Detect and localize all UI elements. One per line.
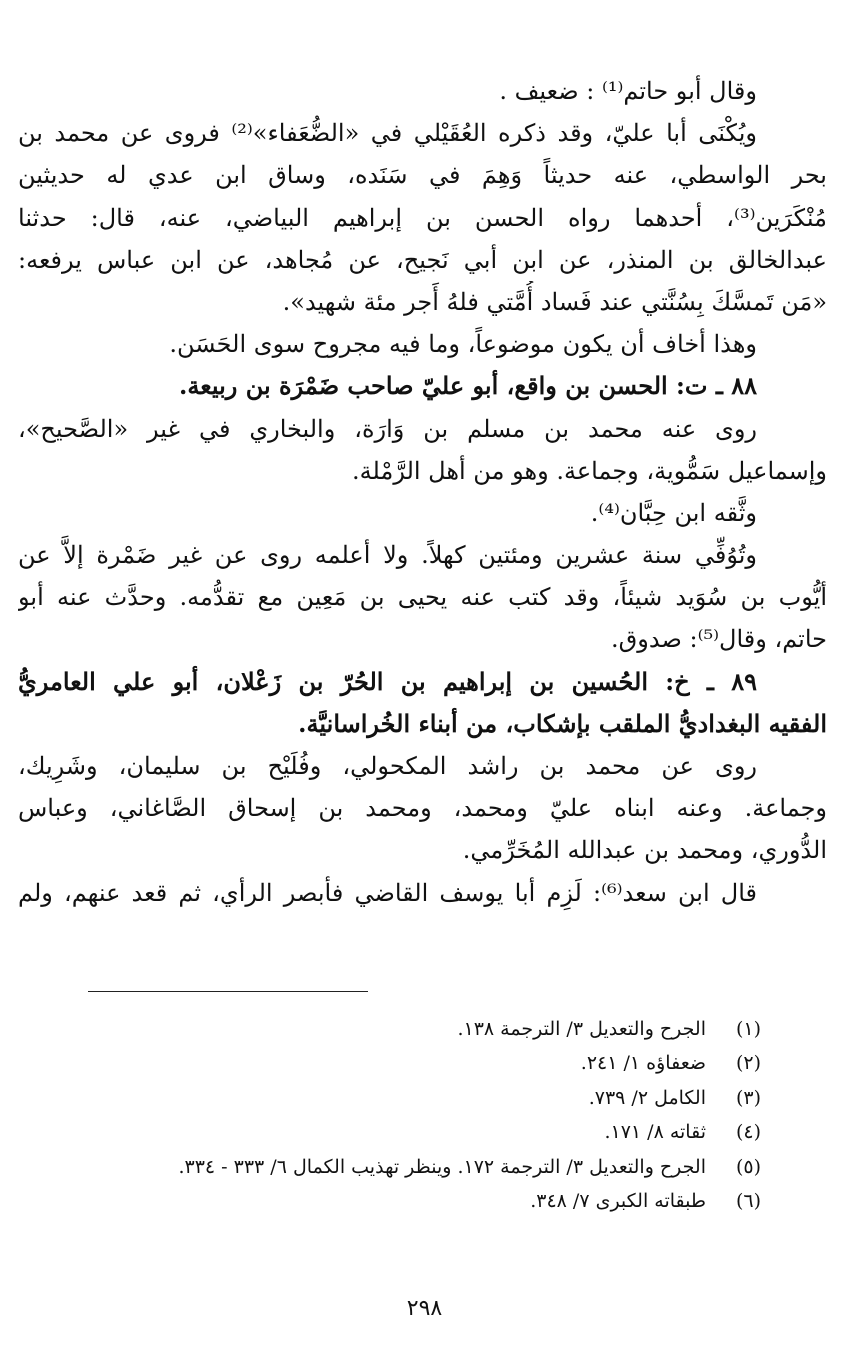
text-line: وإسماعيل سَمُّوية، وجماعة. وهو من أهل الرَّمْلة. (352, 456, 827, 485)
footnote (18, 1115, 761, 1149)
text-line: وجماعة. وعنه ابناه عليّ ومحمد، ومحمد بن إسحاق الصَّاغاني، وعباس (18, 794, 827, 823)
footnote-text: ثقاته ٨/ ١٧١. (604, 1121, 706, 1144)
text-line: عبدالخالق بن المنذر، عن ابن أبي نَجيح، عن مُجاهد، عن ابن عباس يرفعه: (18, 245, 827, 274)
text-line: قال ابن سعد⁽⁶⁾: لَزِم أبا يوسف القاضي فأبصر الرأي، ثم قعد عنهم، ولم (18, 878, 758, 907)
text-line: وتُوُفِّي سنة عشرين ومئتين كهلاً. ولا أعلمه روى عن غير ضَمْرة إلاَّ عن (18, 541, 757, 570)
page-number: ٢٩٨ (406, 1296, 443, 1321)
footnote-number: (٣) (735, 1086, 761, 1109)
footnote-text: الجرح والتعديل ٣/ الترجمة ١٧٢. وينظر تهذيب الكمال ٦/ ٣٣٣ - ٣٣٤. (178, 1155, 706, 1178)
footnote (18, 1012, 761, 1046)
footnote-number: (٢) (735, 1052, 761, 1075)
footnotes (18, 1012, 761, 1218)
footnote (18, 1081, 761, 1115)
footnote-divider (88, 991, 368, 992)
footnote-text: الكامل ٢/ ٧٣٩. (588, 1086, 706, 1109)
text-line: مُنْكَرَين⁽³⁾، أحدهما رواه الحسن بن إبراهيم البياضي، عنه، قال: حدثنا (18, 203, 827, 232)
text-line: وقال أبو حاتم⁽¹⁾ : ضعيف . (499, 77, 757, 105)
text-line: بحر الواسطي، عنه حديثاً وَهِمَ في سَنَده، وساق ابن عدي له حديثين (18, 161, 827, 190)
text-line: «مَن تَمسَّكَ بِسُنَّتي عند فَساد أُمَّتي فلهُ أَجر مئة شهيد». (282, 287, 827, 316)
footnote-text: الجرح والتعديل ٣/ الترجمة ١٣٨. (457, 1018, 706, 1040)
footnote-text: طبقاته الكبرى ٧/ ٣٤٨. (530, 1189, 706, 1212)
footnote-number: (٦) (735, 1189, 761, 1212)
text-line: وهذا أخاف أن يكون موضوعاً، وما فيه مجروح سوى الحَسَن. (169, 330, 757, 359)
text-line: ويُكْنَى أبا عليّ، وقد ذكره العُقَيْلي في «الضُّعَفاء»⁽²⁾ فروى عن محمد بن (18, 119, 758, 148)
footnote-number: (٥) (735, 1155, 761, 1178)
footnote (18, 1150, 761, 1184)
footnote-number: (٤) (735, 1121, 761, 1144)
text-line: روى عن محمد بن راشد المكحولي، وفُلَيْح بن سليمان، وشَرِيك، (18, 752, 757, 780)
entry-heading-89-cont: الفقيه البغداديُّ الملقب بإشكاب، من أبناء الخُراسانيَّة. (298, 708, 827, 738)
footnote-number: (١) (735, 1018, 761, 1040)
text-line: وثَّقه ابن حِبَّان⁽⁴⁾. (590, 498, 757, 527)
text-line: أيُّوب بن سُوَيد شيئاً، وقد كتب عنه يحيى بن مَعِين مع تقدُّمه. وحدَّث عنه أبو (18, 583, 827, 612)
text-line: روى عنه محمد بن مسلم بن وَارَة، والبخاري في غير «الصَّحيح»، (18, 414, 757, 443)
footnote-text: ضعفاؤه ١/ ٢٤١. (580, 1052, 706, 1075)
main-text (18, 70, 827, 914)
footnote (18, 1184, 761, 1218)
entry-heading-88: ٨٨ ـ ت: الحسن بن واقع، أبو عليّ صاحب ضَمْرَة بن ربيعة. (179, 371, 757, 401)
entry-heading-89: ٨٩ ـ خ: الحُسين بن إبراهيم بن الحُرّ بن زَعْلان، أبو علي العامريُّ (18, 666, 757, 696)
footnote (18, 1046, 761, 1080)
text-line: الدُّوري، ومحمد بن عبدالله المُخَرِّمي. (462, 836, 827, 865)
text-line: حاتم، وقال⁽⁵⁾: صدوق. (611, 625, 827, 654)
